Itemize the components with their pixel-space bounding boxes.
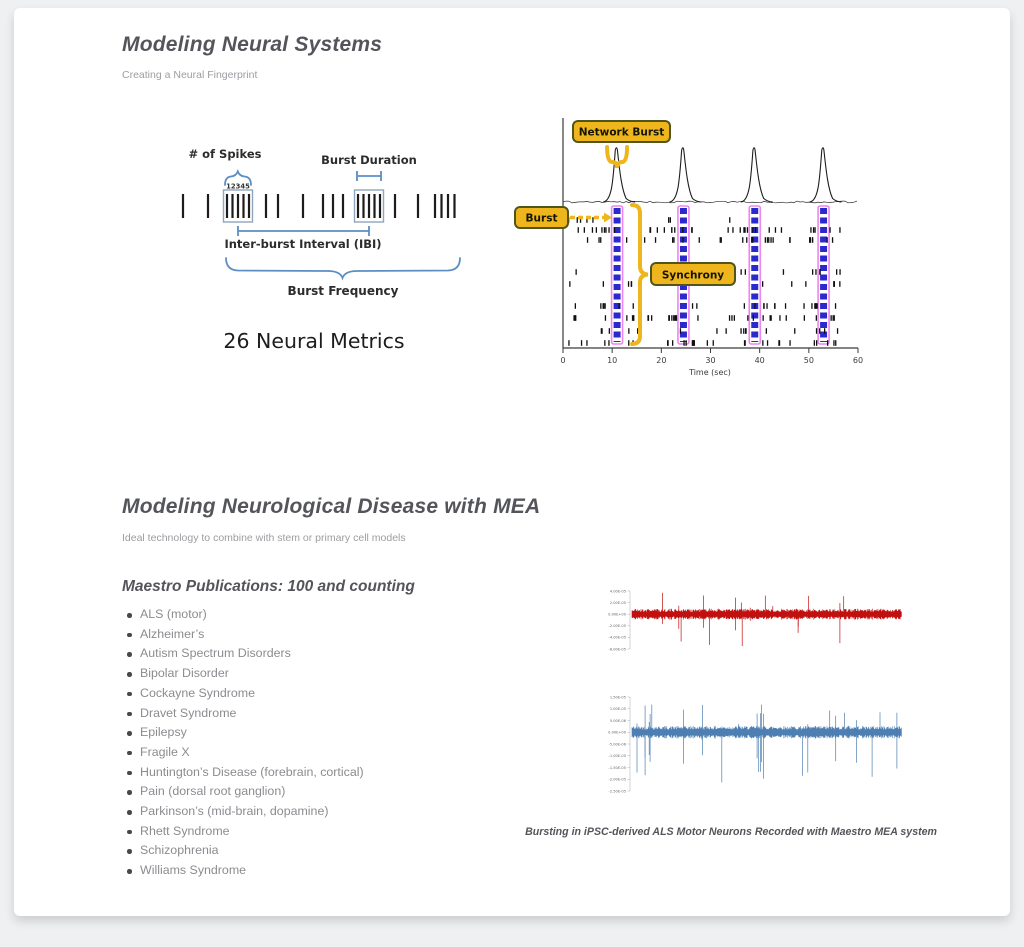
spike-tick xyxy=(226,194,228,218)
x-tick-label: 50 xyxy=(803,356,814,365)
raster-row xyxy=(573,315,835,321)
spike-metrics-diagram xyxy=(168,140,468,365)
spike-tick xyxy=(237,194,239,218)
x-tick-label: 60 xyxy=(852,356,864,365)
spike-tick xyxy=(434,194,436,218)
disease-list-item: Schizophrenia xyxy=(122,841,482,861)
y-tick-label: 5.00E-06 xyxy=(609,718,626,723)
spike-tick xyxy=(394,194,396,218)
spike-tick xyxy=(265,194,267,218)
section2-subtitle: Ideal technology to combine with stem or primary cell models xyxy=(122,532,406,544)
network-burst-peak xyxy=(669,148,701,202)
ibi-span-line xyxy=(238,226,369,236)
spike-count-label: 12345 xyxy=(226,182,250,191)
section1-title: Modeling Neural Systems xyxy=(122,33,383,56)
spike-tick xyxy=(302,194,304,218)
disease-list-item: Cockayne Syndrome xyxy=(122,684,482,704)
spike-tick xyxy=(447,194,449,218)
network-burst-peak xyxy=(741,148,773,202)
disease-list-item: Parkinson’s (mid-brain, dopamine) xyxy=(122,802,482,822)
burst-duration-bracket xyxy=(357,171,381,181)
blue-voltage-trace-figure xyxy=(586,690,906,800)
publications-heading: Maestro Publications: 100 and counting xyxy=(122,578,415,595)
x-tick-label: 20 xyxy=(656,356,667,365)
raster-row xyxy=(587,237,833,243)
burst-frequency-label: Burst Frequency xyxy=(287,284,399,298)
burst-duration-label: Burst Duration xyxy=(321,153,417,167)
spike-tick xyxy=(373,194,375,218)
synchrony-callout-label: Synchrony xyxy=(661,269,725,282)
disease-list-item: Williams Syndrome xyxy=(122,861,482,881)
y-tick-label: -4.00E-05 xyxy=(608,635,626,640)
spike-tick xyxy=(207,194,209,218)
disease-list-item: Epilepsy xyxy=(122,723,482,743)
disease-list-item: Rhett Syndrome xyxy=(122,822,482,842)
disease-list xyxy=(122,605,482,881)
disease-list-item: Pain (dorsal root ganglion) xyxy=(122,782,482,802)
y-tick-label: -5.00E-06 xyxy=(608,742,626,747)
noise-band xyxy=(632,609,901,620)
x-tick-label: 40 xyxy=(754,356,765,365)
figure-caption: Bursting in iPSC-derived ALS Motor Neurons Recorded with Maestro MEA system xyxy=(525,826,937,838)
synchrony-brace xyxy=(632,205,648,344)
spike-tick xyxy=(440,194,442,218)
burst-callout-label: Burst xyxy=(525,212,558,225)
x-axis-label: Time (sec) xyxy=(689,368,731,377)
raster-plot-figure xyxy=(510,110,895,388)
y-tick-label: -1.50E-05 xyxy=(608,765,626,770)
x-tick-label: 0 xyxy=(560,356,566,365)
neural-metrics-label: 26 Neural Metrics xyxy=(223,329,405,353)
spike-tick xyxy=(342,194,344,218)
y-tick-label: 0.00E+00 xyxy=(608,612,626,617)
spike-tick xyxy=(248,194,250,218)
spike-tick xyxy=(277,194,279,218)
disease-list-item: Huntington’s Disease (forebrain, cortical) xyxy=(122,763,482,783)
ibi-label: Inter-burst Interval (IBI) xyxy=(224,237,382,251)
x-tick-label: 30 xyxy=(705,356,716,365)
content-card xyxy=(14,8,1010,916)
x-tick-label: 10 xyxy=(607,356,618,365)
disease-list-item: Alzheimer’s xyxy=(122,625,482,645)
spike-tick xyxy=(357,194,359,218)
y-tick-label: -6.00E-05 xyxy=(608,647,626,652)
disease-list-item: Fragile X xyxy=(122,743,482,763)
disease-list-item: ALS (motor) xyxy=(122,605,482,625)
raster-row xyxy=(568,340,836,346)
disease-list-item: Dravet Syndrome xyxy=(122,704,482,724)
population-rate-baseline xyxy=(563,201,857,203)
y-tick-label: -1.00E-05 xyxy=(608,754,626,759)
spike-tick xyxy=(322,194,324,218)
noise-band xyxy=(632,726,901,739)
spike-tick xyxy=(362,194,364,218)
spike-tick xyxy=(332,194,334,218)
section1-subtitle: Creating a Neural Fingerprint xyxy=(122,69,258,81)
red-voltage-trace-figure xyxy=(586,583,906,667)
y-tick-label: -2.00E-05 xyxy=(608,624,626,629)
spike-tick xyxy=(242,194,244,218)
section2-title: Modeling Neurological Disease with MEA xyxy=(122,495,541,518)
y-tick-label: -2.50E-05 xyxy=(608,789,626,794)
raster-row xyxy=(601,328,838,334)
y-tick-label: 2.00E-05 xyxy=(609,600,626,605)
num-spikes-label: # of Spikes xyxy=(188,147,262,161)
y-tick-label: -2.00E-05 xyxy=(608,777,626,782)
disease-list-item: Bipolar Disorder xyxy=(122,664,482,684)
spike-tick xyxy=(417,194,419,218)
y-tick-label: 4.00E-05 xyxy=(609,589,626,594)
spike-tick xyxy=(368,194,370,218)
spike-tick xyxy=(379,194,381,218)
y-tick-label: 1.50E-05 xyxy=(609,695,626,700)
burst-frequency-brace xyxy=(226,258,460,278)
network-burst-callout-label: Network Burst xyxy=(578,126,665,139)
y-tick-label: 0.00E+00 xyxy=(608,730,626,735)
spike-tick xyxy=(182,194,184,218)
spike-tick xyxy=(453,194,455,218)
network-burst-peak xyxy=(810,148,842,202)
disease-list-item: Autism Spectrum Disorders xyxy=(122,644,482,664)
y-tick-label: 1.00E-05 xyxy=(609,707,626,712)
raster-row xyxy=(568,217,730,223)
spike-tick xyxy=(231,194,233,218)
